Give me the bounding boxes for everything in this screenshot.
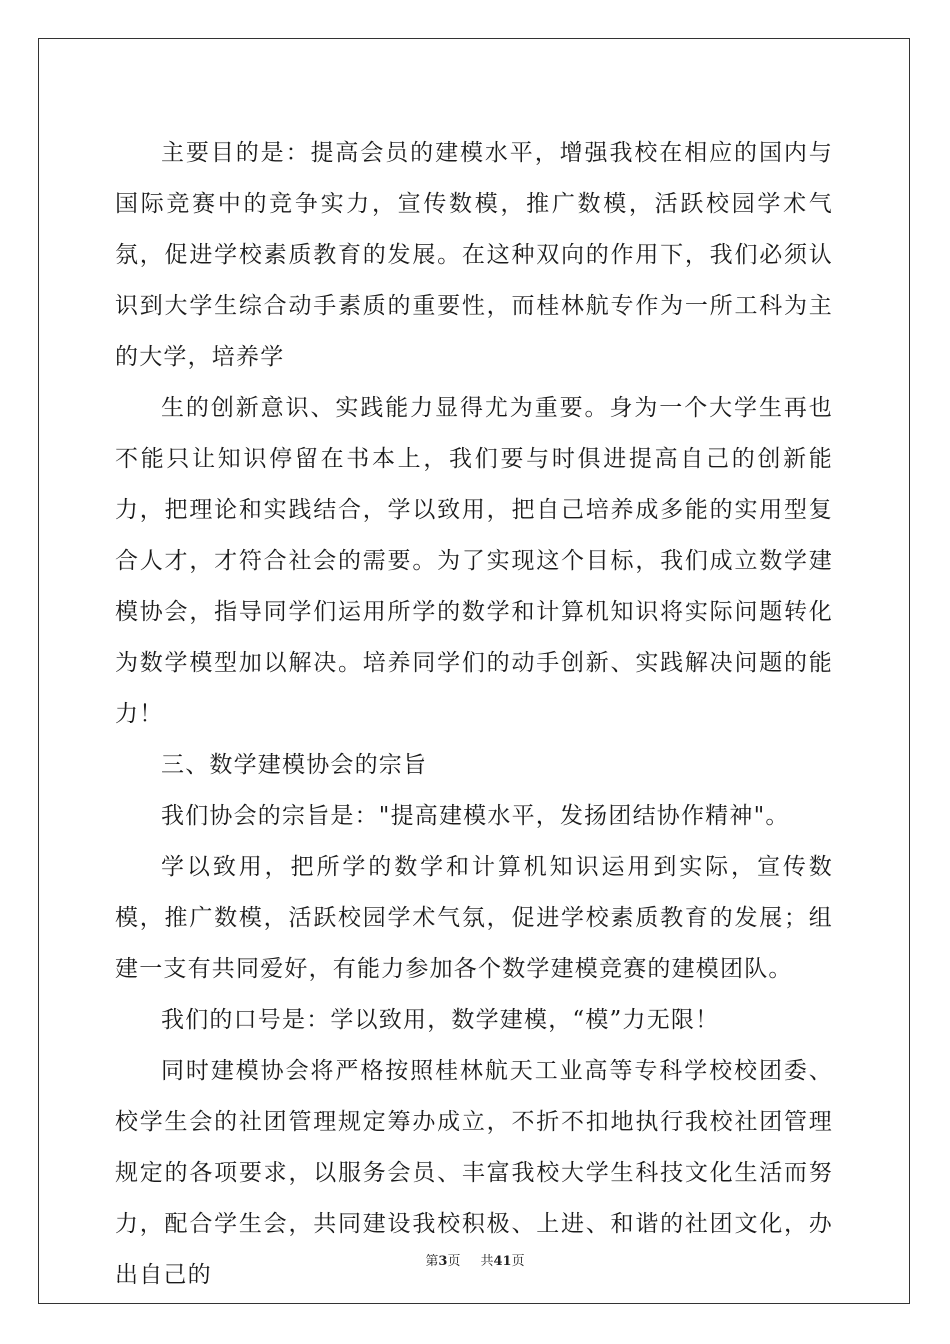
paragraph-aim-detail: 学以致用，把所学的数学和计算机知识运用到实际，宣传数模，推广数模，活跃校园学术气氛，促进学校素质教育的发展；组建一支有共同爱好，有能力参加各个数学建模竞赛的建模团队。 — [115, 854, 833, 982]
document-body — [115, 128, 833, 1301]
paragraph-innovation: 生的创新意识、实践能力显得尤为重要。身为一个大学生再也不能只让知识停留在书本上，我们要与时俱进提高自己的创新能力，把理论和实践结合，学以致用，把自己培养成多能的实用型复合人才，才符合社会的需要。为了实现这个目标，我们成立数学建模协会，指导同学们运用所学的数学和计算机知识将实际问题转化为数学模型加以解决。培养同学们的动手创新、实践解决问题的能力！ — [115, 395, 833, 727]
page-footer — [0, 1250, 950, 1269]
current-page-number: 3 — [438, 1254, 448, 1269]
paragraph-purpose: 主要目的是：提高会员的建模水平，增强我校在相应的国内与国际竞赛中的竞争实力，宣传数模，推广数模，活跃校园学术气氛，促进学校素质教育的发展。在这种双向的作用下，我们必须认识到大学生综合动手素质的重要性，而桂林航专作为一所工科为主的大学，培养学 — [115, 140, 833, 370]
page-label-prefix: 第 — [425, 1254, 439, 1269]
page-label-suffix: 页 — [447, 1254, 461, 1269]
section-heading-aims: 三、数学建模协会的宗旨 — [161, 752, 428, 778]
total-label-suffix: 页 — [511, 1254, 525, 1269]
paragraph-aim-statement: 我们协会的宗旨是："提高建模水平，发扬团结协作精神"。 — [161, 803, 790, 829]
total-label-prefix: 共 — [480, 1254, 494, 1269]
paragraph-slogan: 我们的口号是：学以致用，数学建模，“模”力无限！ — [161, 1007, 720, 1033]
paragraph-management: 同时建模协会将严格按照桂林航天工业高等专科学校校团委、校学生会的社团管理规定筹办成立，不折不扣地执行我校社团管理规定的各项要求，以服务会员、丰富我校大学生科技文化生活而努力，配合学生会，共同建设我校积极、上进、和谐的社团文化，办出自己的 — [115, 1058, 833, 1288]
total-page-count: 41 — [493, 1254, 512, 1269]
